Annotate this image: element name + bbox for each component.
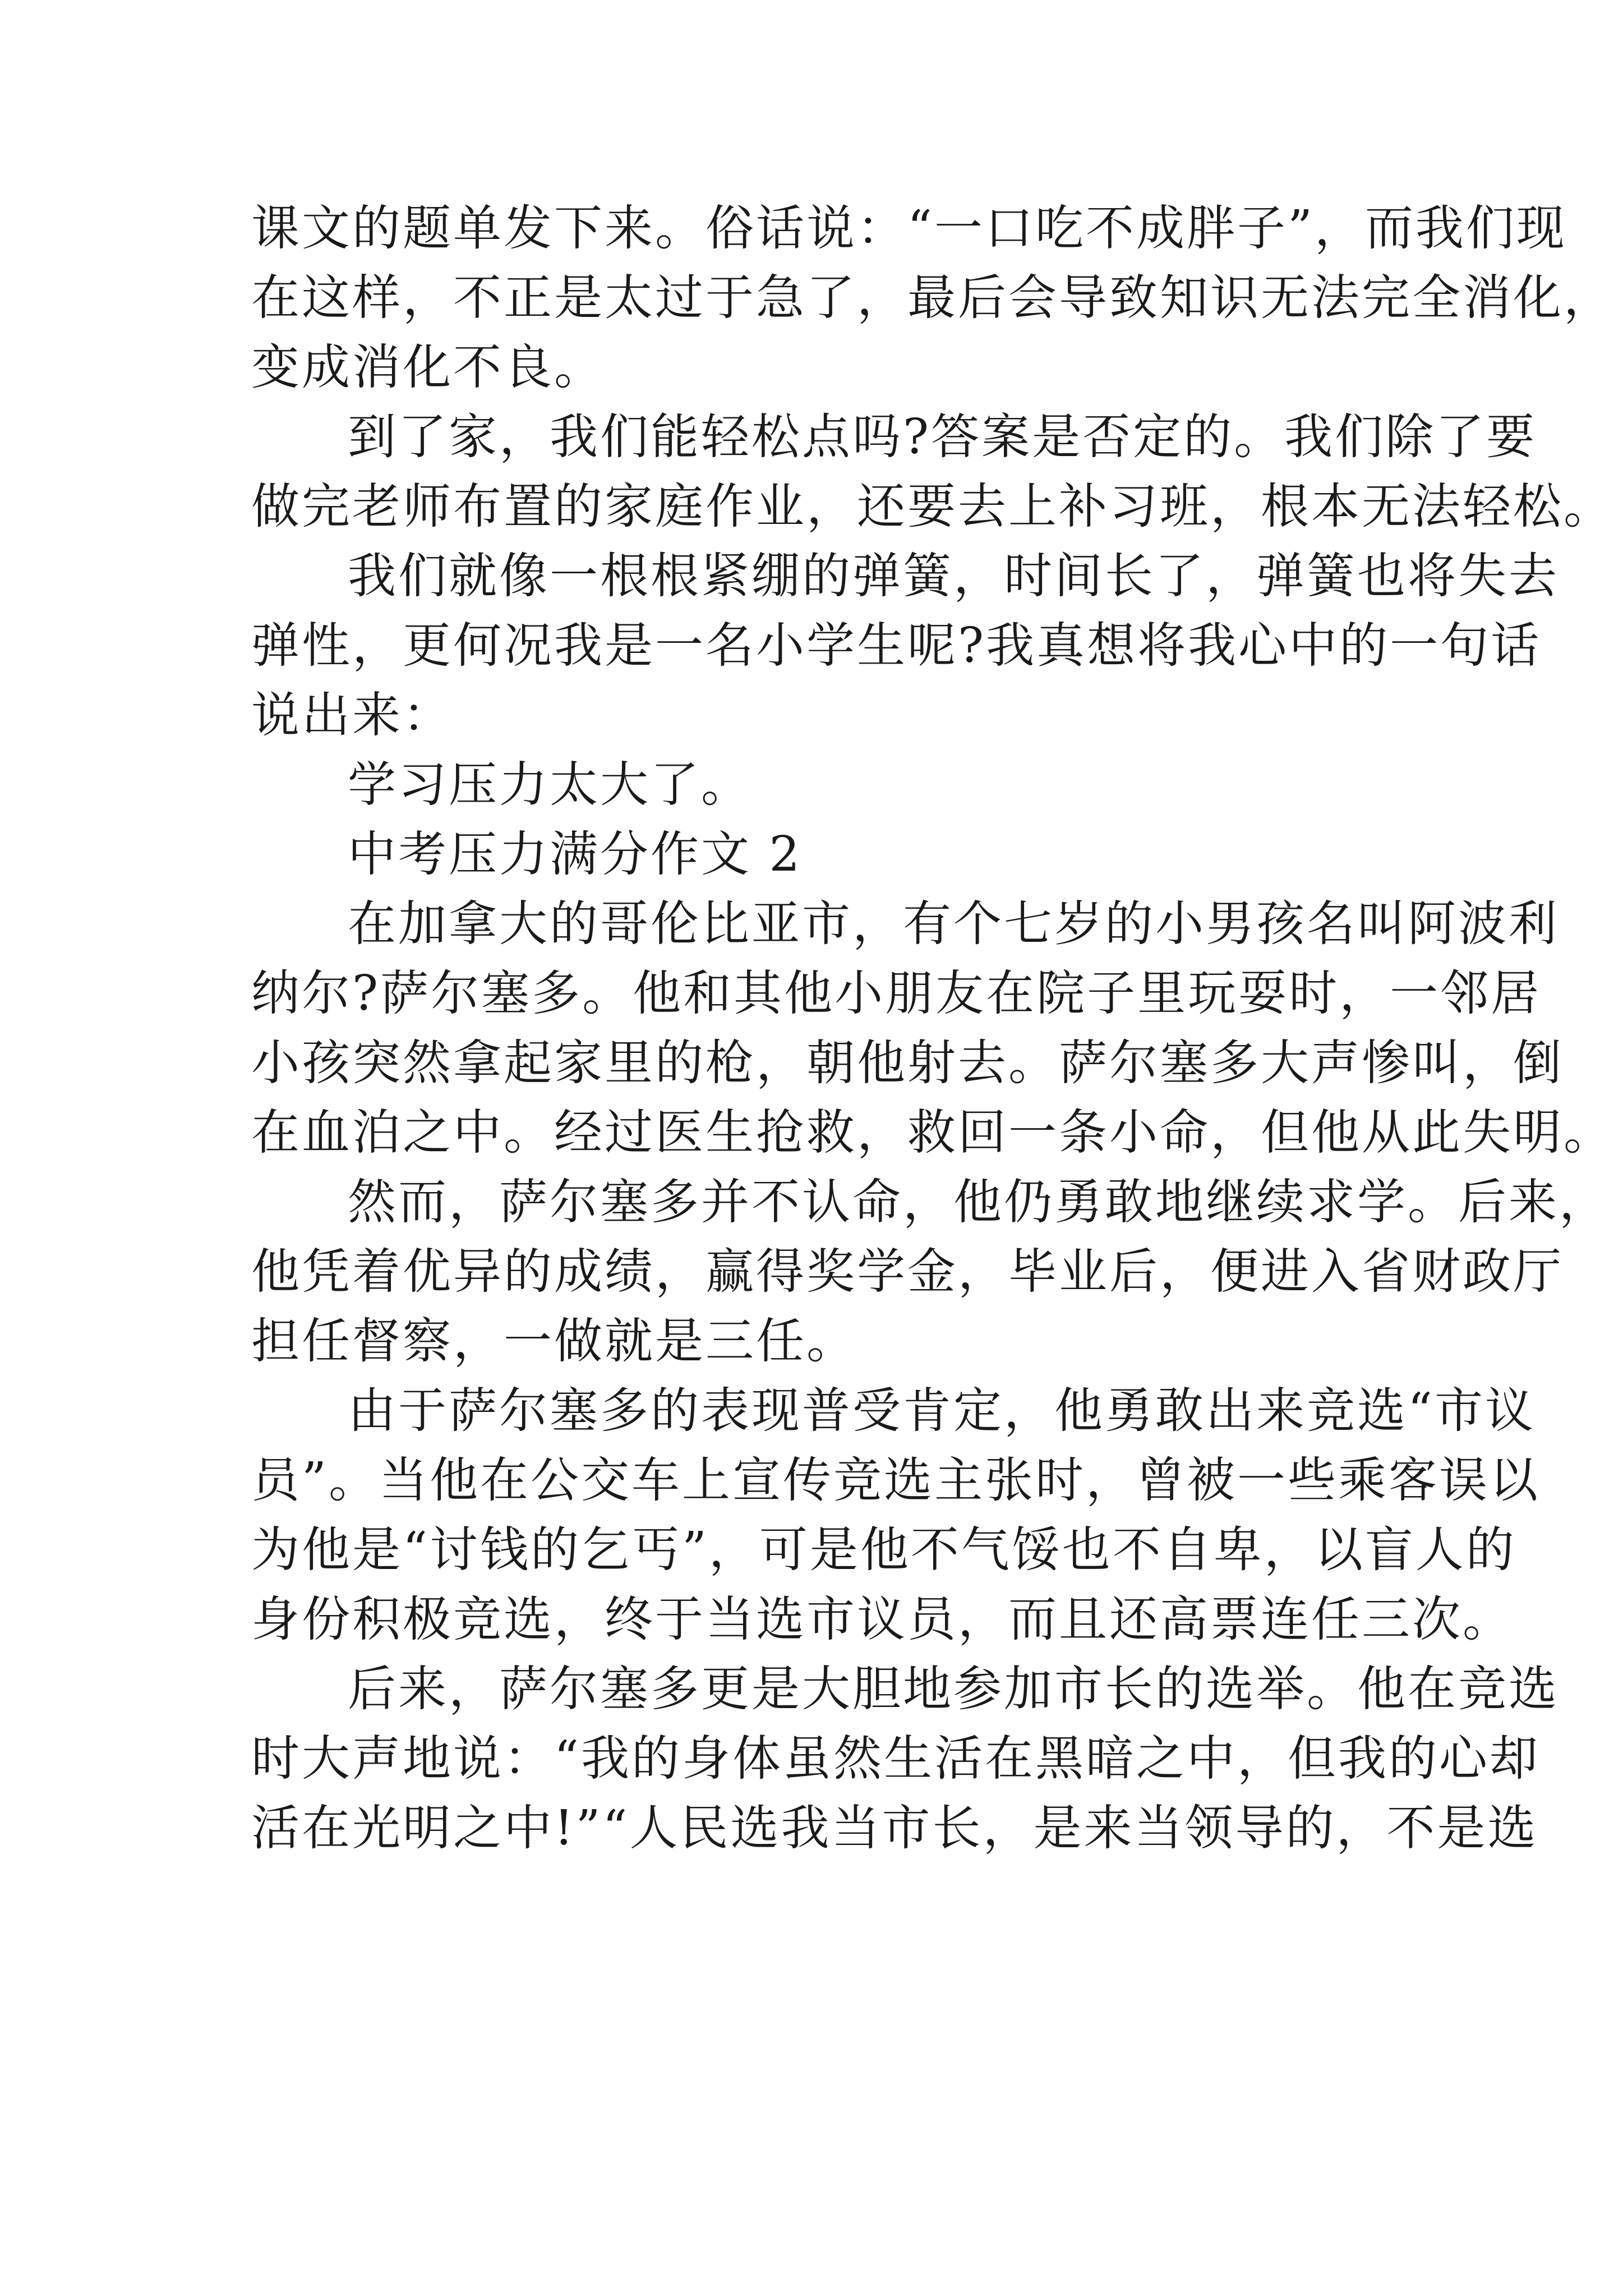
text-line: 我们就像一根根紧绷的弹簧，时间长了，弹簧也将失去 <box>348 548 1559 604</box>
text-line: 课文的题单发下来。俗话说：“一口吃不成胖子”，而我们现 <box>251 200 1567 256</box>
essay-text <box>251 194 1614 1863</box>
text-line: 纳尔?萨尔塞多。他和其他小朋友在院子里玩耍时，一邻居 <box>251 965 1542 1022</box>
text-line: 为他是“讨钱的乞丐”，可是他不气馁也不自卑，以盲人的 <box>251 1522 1516 1578</box>
text-line: 到了家，我们能轻松点吗?答案是否定的。我们除了要 <box>348 409 1537 465</box>
text-line: 时大声地说：“我的身体虽然生活在黑暗之中，但我的心却 <box>251 1731 1540 1787</box>
text-line: 他凭着优异的成绩，赢得奖学金，毕业后，便进入省财政厅 <box>251 1244 1564 1300</box>
text-line: 然而，萨尔塞多并不认命，他仍勇敢地继续求学。后来， <box>348 1174 1610 1230</box>
text-line: 小孩突然拿起家里的枪，朝他射去。萨尔塞多大声惨叫，倒 <box>251 1035 1564 1091</box>
text-line: 在这样，不正是太过于急了，最后会导致知识无法完全消化， <box>251 270 1614 326</box>
text-line: 中考压力满分作文 2 <box>348 826 803 882</box>
text-line: 由于萨尔塞多的表现普受肯定，他勇敢出来竞选“市议 <box>348 1383 1536 1439</box>
text-line: 后来，萨尔塞多更是大胆地参加市长的选举。他在竞选 <box>348 1661 1559 1717</box>
text-line: 活在光明之中!”“人民选我当市长，是来当领导的，不是选 <box>251 1800 1538 1856</box>
text-line: 担任督察，一做就是三任。 <box>251 1313 857 1369</box>
text-line: 身份积极竞选，终于当选市议员，而且还高票连任三次。 <box>251 1591 1513 1648</box>
text-line: 在加拿大的哥伦比亚市，有个七岁的小男孩名叫阿波利 <box>348 896 1559 952</box>
text-line: 在血泊之中。经过医生抢救，救回一条小命，但他从此失明。 <box>251 1105 1614 1161</box>
text-line: 员”。当他在公交车上宣传竞选主张时，曾被一些乘客误以 <box>251 1452 1540 1508</box>
text-line: 变成消化不良。 <box>251 339 605 395</box>
text-line: 学习压力太大了。 <box>348 757 751 813</box>
text-line: 做完老师布置的家庭作业，还要去上补习班，根本无法轻松。 <box>251 478 1614 535</box>
text-line: 弹性，更何况我是一名小学生呢?我真想将我心中的一句话 <box>251 618 1542 674</box>
text-line: 说出来： <box>251 687 453 743</box>
